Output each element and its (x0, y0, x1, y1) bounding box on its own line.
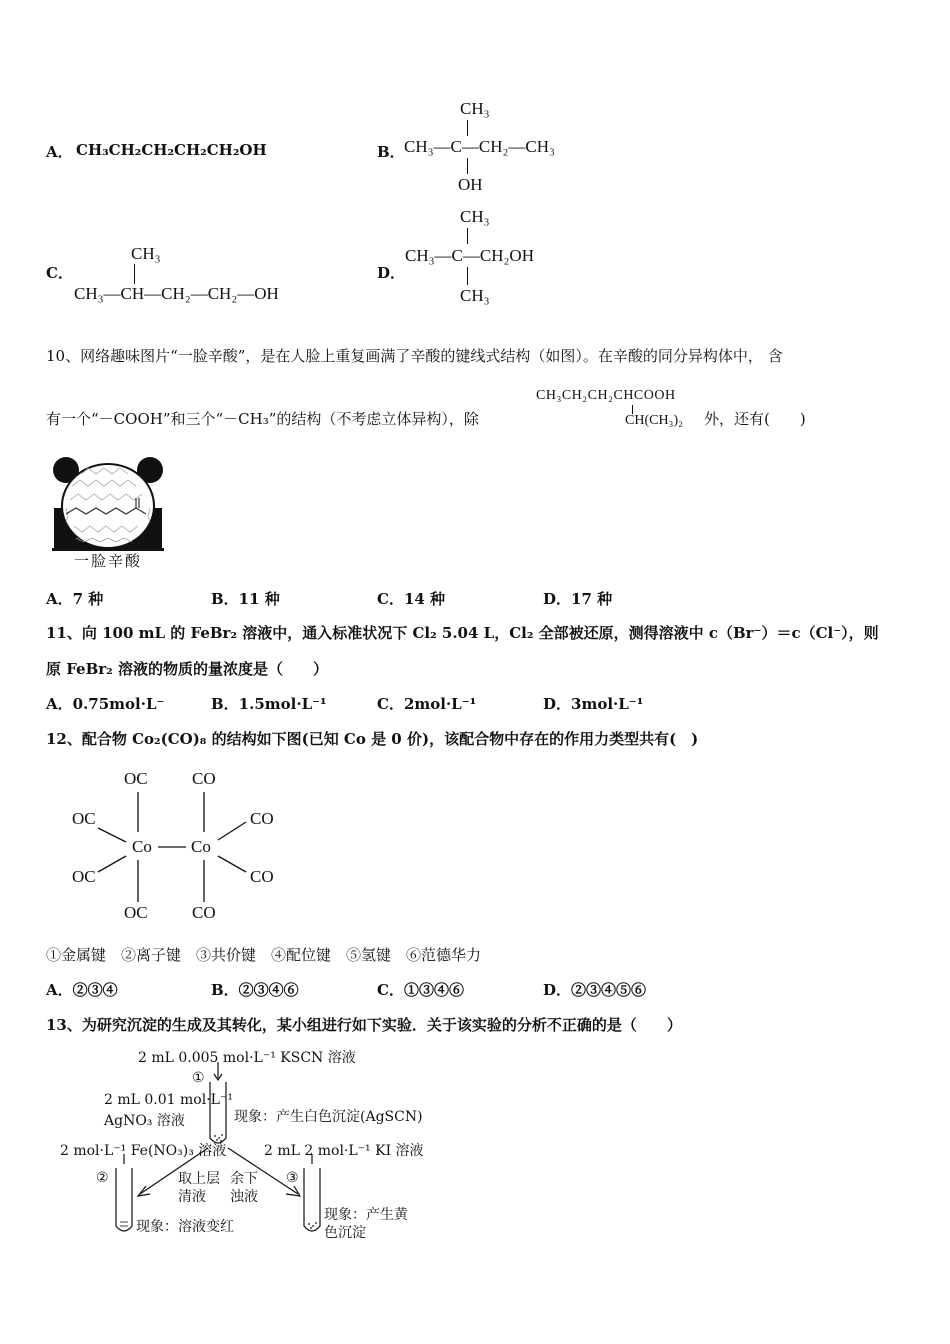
bond-left-lower (98, 856, 126, 872)
q9-b-main-chain: CH₃—C—CH₂—CH₃ (404, 137, 555, 156)
q9-b-bottom-group: OH (458, 175, 483, 194)
ligand-left-lower: OC (72, 867, 96, 886)
q11-option-c: C．2mol·L⁻¹ (377, 695, 477, 713)
q10-stem-line-2-pre: 有一个“－COOH”和三个“－CH₃”的结构（不考虑立体异构），除 (46, 410, 479, 428)
q11-stem-line-1: 11、向 100 mL 的 FeBr₂ 溶液中，通入标准状况下 Cl₂ 5.04 L，Cl₂ 全部被还原，测得溶液中 c（Br⁻）＝c（Cl⁻），则 (46, 624, 879, 642)
co2co8-bond-lines (60, 760, 300, 930)
q9-d-top-bond (467, 228, 468, 244)
step-1-marker: ① (192, 1070, 205, 1086)
ligand-right-top: CO (192, 769, 216, 788)
ligand-right-upper: CO (250, 809, 274, 828)
q9-c-main-chain: CH₃—CH—CH₂—CH₂—OH (74, 284, 279, 303)
reagent-fe-no3-3: 2 mol·L⁻¹ Fe(NO₃)₃ 溶液 (60, 1143, 227, 1159)
ligand-left-upper: OC (72, 809, 96, 828)
ligand-right-bottom: CO (192, 903, 216, 922)
q9-option-d-structure (405, 205, 575, 315)
co-atom-left: Co (132, 837, 152, 856)
q10-panda-image (52, 456, 164, 572)
q9-c-top-group: CH₃ (131, 244, 161, 263)
q10-option-a: A．7 种 (46, 590, 104, 608)
q9-d-bottom-bond (467, 267, 468, 285)
reagent-kscn: 2 mL 0.005 mol·L⁻¹ KSCN 溶液 (138, 1050, 356, 1066)
q12-co2co8-structure (60, 760, 300, 930)
q9-b-bottom-bond (467, 158, 468, 174)
ligand-right-lower: CO (250, 867, 274, 886)
q9-d-bottom-group: CH₃ (460, 286, 490, 305)
q9-c-top-bond (134, 264, 135, 284)
co-atom-right: Co (191, 837, 211, 856)
q10-inline-structure (536, 388, 706, 434)
q10-option-b: B．11 种 (211, 590, 280, 608)
q10-inline-main-chain: CH₃CH₂CH₂CHCOOH (536, 388, 676, 403)
label-take-upper-2: 清液 (178, 1189, 206, 1205)
q9-option-b-label: B． (377, 143, 405, 161)
q12-option-a: A．②③④ (46, 981, 118, 999)
observation-1: 现象：产生白色沉淀(AgSCN) (234, 1109, 423, 1125)
q12-option-b: B．②③④⑥ (211, 981, 299, 999)
observation-3-line-2: 色沉淀 (324, 1225, 366, 1241)
q10-option-c: C．14 种 (377, 590, 446, 608)
q10-option-d: D．17 种 (543, 590, 613, 608)
q9-d-main-chain: CH₃—C—CH₂OH (405, 246, 534, 265)
q11-stem-line-2: 原 FeBr₂ 溶液的物质的量浓度是（ ） (46, 660, 328, 678)
test-tube-3 (304, 1168, 320, 1231)
observation-2: 现象：溶液变红 (136, 1219, 234, 1235)
q10-image-caption: 一脸辛酸 (74, 552, 143, 570)
bond-right-lower (218, 856, 246, 872)
q9-option-d-label: D． (377, 264, 406, 282)
test-tube-2 (116, 1168, 132, 1231)
q12-option-d: D．②③④⑤⑥ (543, 981, 647, 999)
q9-b-top-group: CH₃ (460, 99, 490, 118)
q9-option-c-label: C． (46, 264, 73, 282)
q13-experiment-diagram (58, 1044, 424, 1244)
q11-option-b: B．1.5mol·L⁻¹ (211, 695, 327, 713)
label-remaining-2: 浊液 (230, 1189, 258, 1205)
ligand-left-bottom: OC (124, 903, 148, 922)
bond-left-upper (98, 828, 126, 842)
q9-option-a-formula: CH₃CH₂CH₂CH₂CH₂OH (76, 141, 267, 159)
step-3-marker: ③ (286, 1170, 299, 1186)
q9-option-c-structure (74, 242, 334, 312)
q9-d-top-group: CH₃ (460, 207, 490, 226)
panda-face (62, 464, 154, 548)
reagent-agno3-line-1: 2 mL 0.01 mol·L⁻¹ (104, 1092, 233, 1108)
label-take-upper-1: 取上层 (178, 1171, 220, 1187)
q9-option-b-structure (404, 96, 594, 206)
label-remaining-1: 余下 (230, 1171, 258, 1187)
q13-stem: 13、为研究沉淀的生成及其转化，某小组进行如下实验．关于该实验的分析不正确的是（ ） (46, 1016, 682, 1034)
reagent-agno3-line-2: AgNO₃ 溶液 (104, 1113, 185, 1129)
q10-stem-line-1: 10、网络趣味图片“一脸辛酸”，是在人脸上重复画满了辛酸的键线式结构（如图）。在辛酸的同分异构体中， 含 (46, 347, 783, 365)
q11-option-d: D．3mol·L⁻¹ (543, 695, 644, 713)
q10-stem-line-2-post: 外，还有( ) (704, 410, 806, 428)
q9-option-a-label: A． (46, 143, 73, 161)
q12-option-c: C．①③④⑥ (377, 981, 464, 999)
q12-stem: 12、配合物 Co₂(CO)₈ 的结构如下图(已知 Co 是 0 价)，该配合物中存在的作用力类型共有( ) (46, 730, 699, 748)
ligand-left-top: OC (124, 769, 148, 788)
q9-b-top-bond (467, 120, 468, 136)
q12-force-types: ①金属键 ②离子键 ③共价键 ④配位键 ⑤氢键 ⑥范德华力 (46, 946, 482, 964)
q11-option-a: A．0.75mol·L⁻ (46, 695, 165, 713)
bond-right-upper (218, 822, 246, 840)
step-2-marker: ② (96, 1170, 109, 1186)
q10-inline-branch: CH(CH₃)₂ (625, 413, 683, 428)
observation-3-line-1: 现象：产生黄 (324, 1207, 408, 1223)
reagent-ki: 2 mL 2 mol·L⁻¹ KI 溶液 (264, 1143, 424, 1159)
